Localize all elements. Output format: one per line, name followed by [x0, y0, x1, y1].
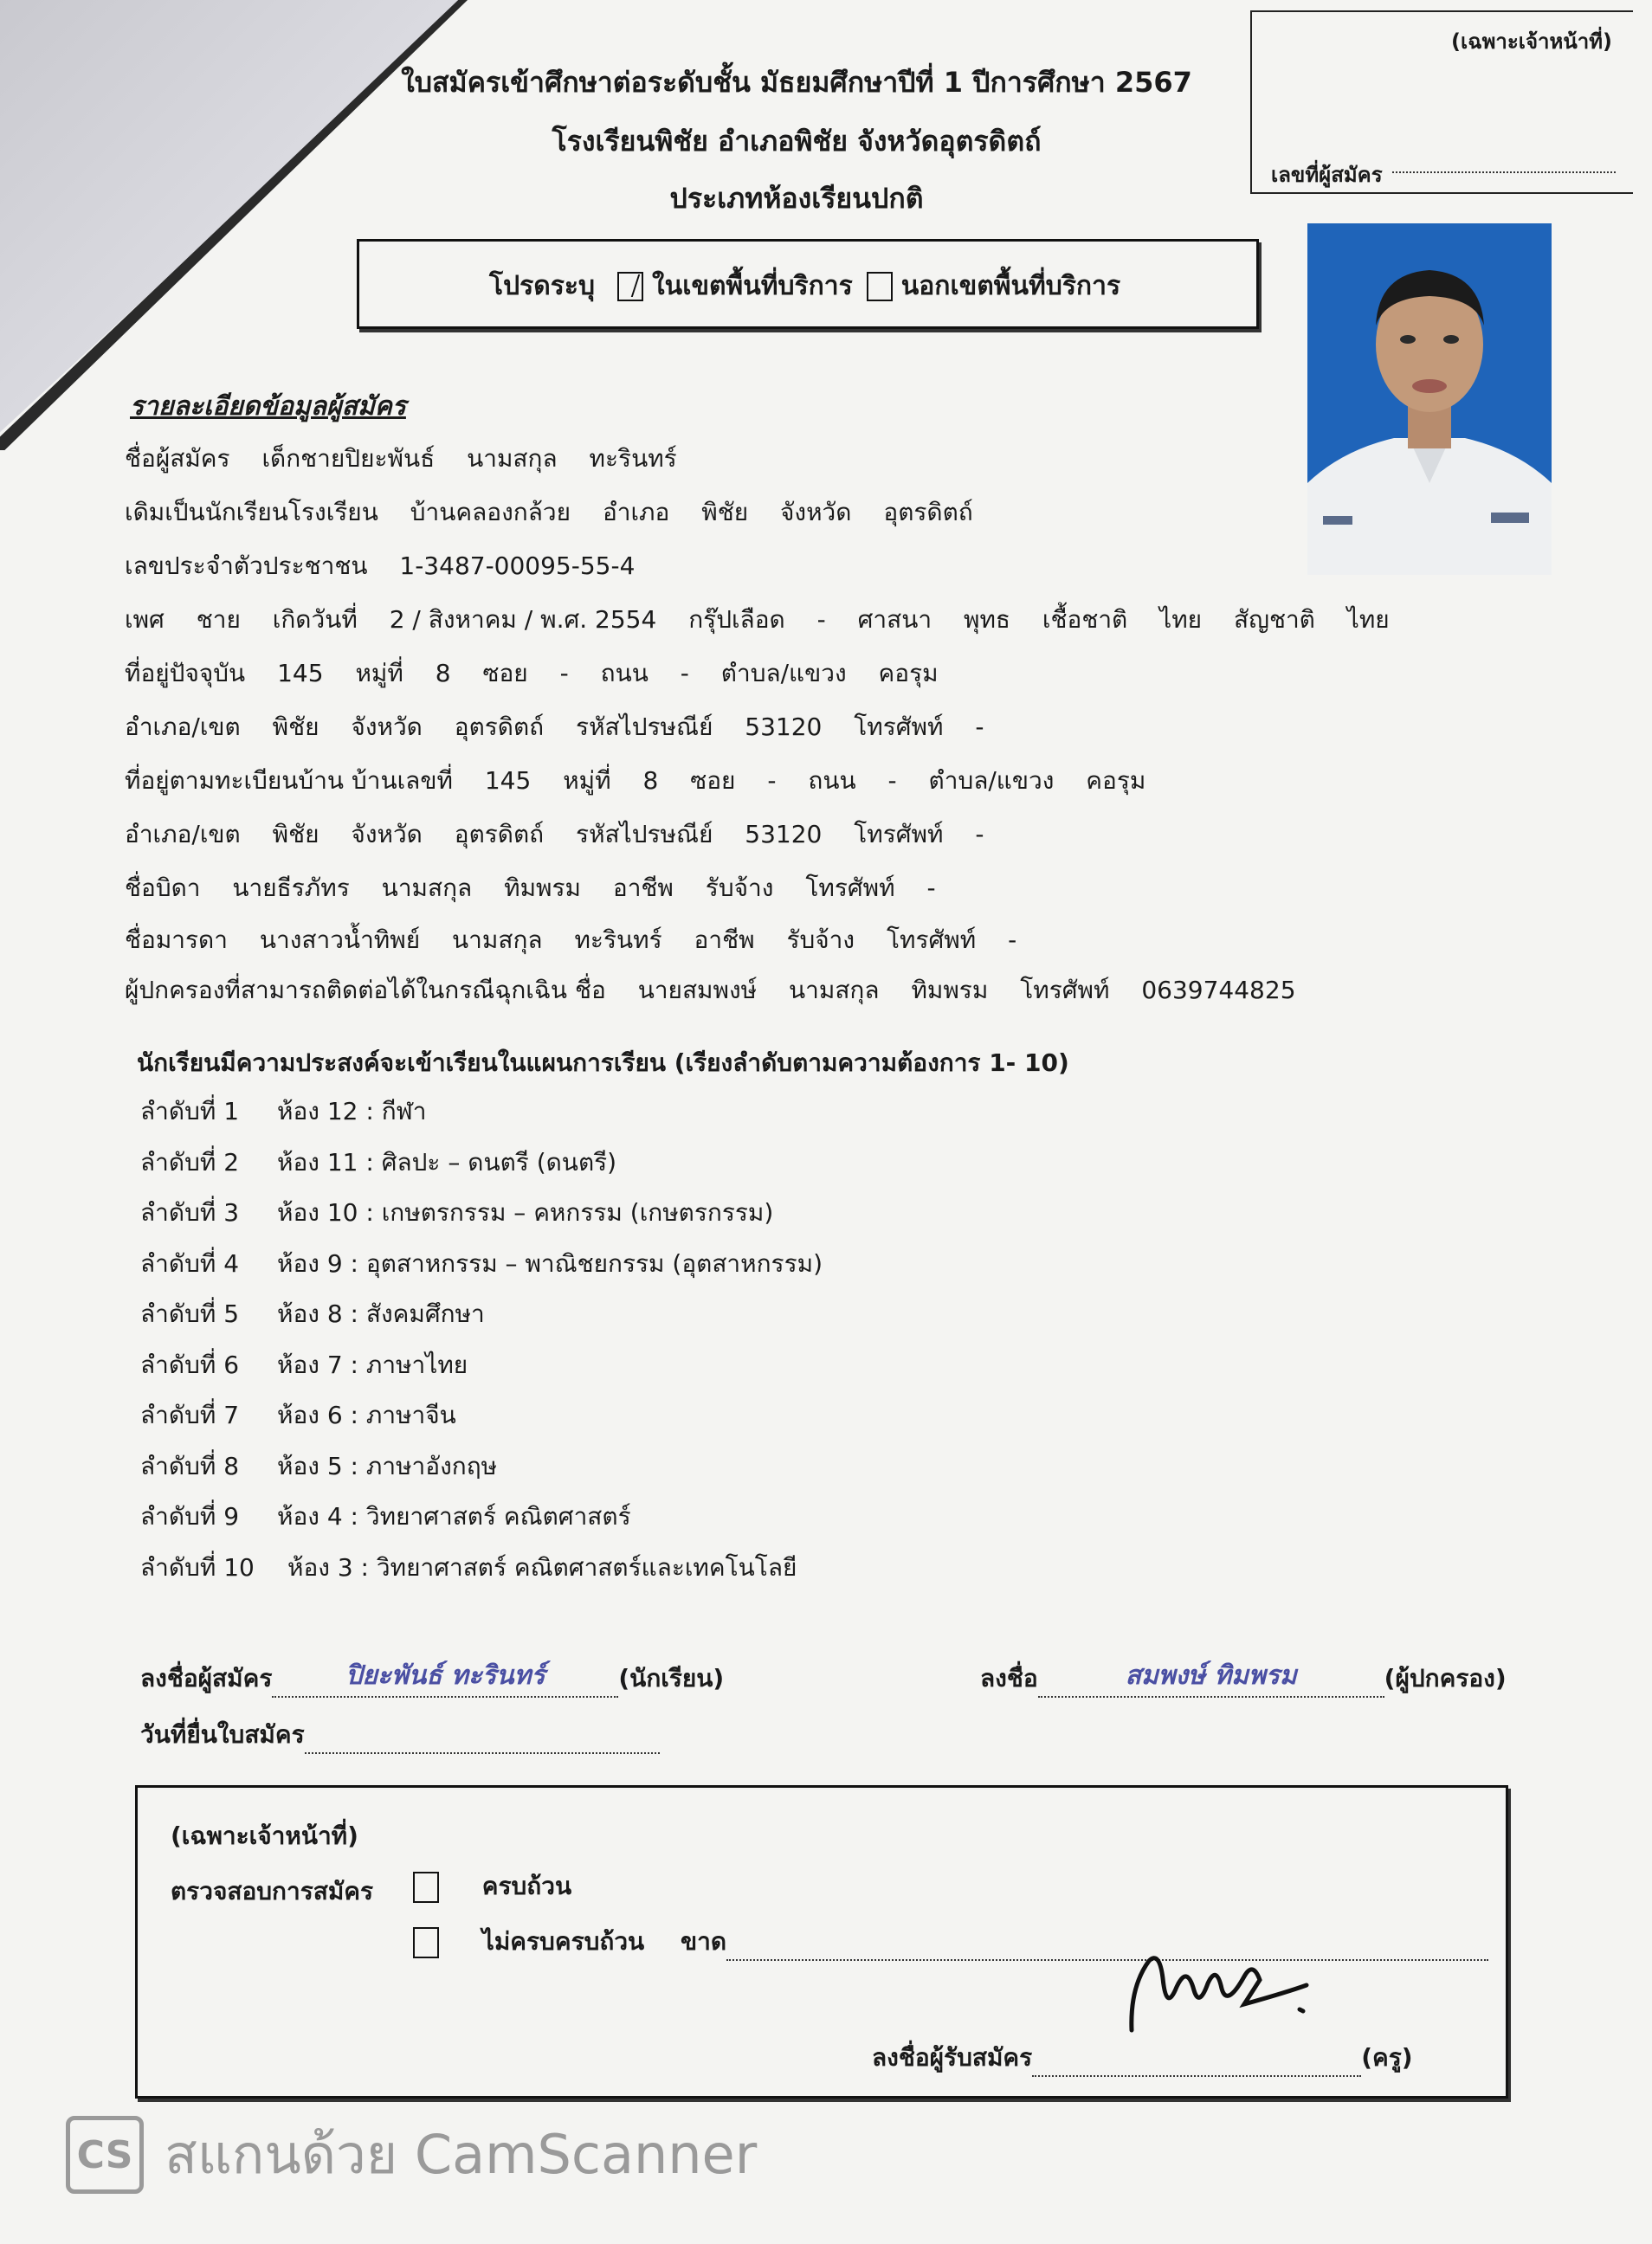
guardian-surname: ทิมพรม	[911, 976, 989, 1004]
current-zip: 53120	[745, 713, 823, 741]
religion-value: พุทธ	[964, 605, 1011, 634]
birth-label: เกิดวันที่	[272, 605, 358, 634]
guardian-signature-field[interactable]	[1038, 1655, 1384, 1698]
current-soi-label: ซอย	[482, 659, 528, 687]
mother-phone-label: โทรศัพท์	[886, 925, 977, 954]
row-mother	[125, 921, 1041, 959]
preference-rank: ลำดับที่ 5	[140, 1299, 240, 1328]
surname-value: ทะรินทร์	[589, 444, 677, 473]
preference-room: ห้อง 10 : เกษตรกรรม – คหกรรม (เกษตรกรรม)	[277, 1198, 774, 1227]
receiver-role: (ครู)	[1361, 2043, 1413, 2072]
out-zone-checkbox[interactable]	[867, 272, 893, 301]
registered-province: อุตรดิตถ์	[454, 820, 545, 848]
ethnicity-label: เชื้อชาติ	[1042, 605, 1128, 634]
row-registered-address-2	[125, 816, 1009, 854]
preference-row	[140, 1549, 797, 1587]
mother-phone: -	[1008, 925, 1017, 954]
watermark-text: สแกนด้วย CamScanner	[165, 2123, 758, 2186]
preference-rank: ลำดับที่ 7	[140, 1401, 240, 1429]
incomplete-label: ไม่ครบครบถ้วน	[481, 1927, 645, 1956]
complete-checkbox[interactable]	[413, 1872, 439, 1903]
current-subdistrict: คอรุม	[878, 659, 939, 687]
registered-province-label: จังหวัด	[351, 820, 423, 848]
sex-label: เพศ	[125, 605, 165, 634]
mother-surname-label: นามสกุล	[452, 925, 543, 954]
registered-subdistrict-label: ตำบล/แขวง	[928, 766, 1055, 795]
receiver-signature-scribble	[1114, 1935, 1322, 2047]
guardian-signature-row	[980, 1655, 1507, 1698]
preference-room: ห้อง 8 : สังคมศึกษา	[277, 1299, 485, 1328]
current-province-label: จังหวัด	[351, 713, 423, 741]
row-guardian	[125, 971, 1320, 1009]
row-citizen-id	[125, 547, 659, 585]
row-registered-address-1	[125, 762, 1170, 800]
current-moo: 8	[435, 659, 451, 687]
classroom-type: ประเภทห้องเรียนปกติ	[669, 182, 924, 215]
receiver-sign-label: ลงชื่อผู้รับสมัคร	[872, 2043, 1033, 2072]
form-title: ใบสมัครเข้าศึกษาต่อระดับชั้น มัธยมศึกษาปีที่ 1 ปีการศึกษา 2567	[401, 66, 1192, 99]
preference-row	[140, 1448, 497, 1486]
applicant-sign-label: ลงชื่อผู้สมัคร	[140, 1664, 273, 1693]
preference-room: ห้อง 3 : วิทยาศาสตร์ คณิตศาสตร์และเทคโนโลยี	[287, 1552, 797, 1582]
preference-row	[140, 1396, 456, 1435]
preference-room: ห้อง 7 : ภาษาไทย	[277, 1350, 468, 1379]
registered-subdistrict: คอรุม	[1086, 766, 1146, 795]
guardian-phone: 0639744825	[1141, 976, 1296, 1004]
preference-rank: ลำดับที่ 2	[140, 1147, 240, 1177]
guardian-signature: สมพงษ์ ทิมพรม	[1125, 1660, 1297, 1691]
preference-rank: ลำดับที่ 1	[140, 1097, 240, 1125]
current-house-no: 145	[277, 659, 324, 687]
school-province-label: จังหวัด	[780, 498, 852, 526]
submission-date-field[interactable]	[305, 1728, 660, 1754]
preference-room: ห้อง 11 : ศิลปะ – ดนตรี (ดนตรี)	[277, 1147, 617, 1177]
current-road-label: ถนน	[600, 659, 649, 687]
office-use-box	[1250, 10, 1633, 194]
registered-soi-label: ซอย	[690, 766, 736, 795]
religion-label: ศาสนา	[857, 605, 932, 634]
current-address-label: ที่อยู่ปัจจุบัน	[125, 659, 246, 687]
camscanner-logo: CS	[66, 2116, 144, 2194]
row-former-school	[125, 493, 997, 532]
registered-zip-label: รหัสไปรษณีย์	[576, 820, 713, 848]
preference-row	[140, 1245, 823, 1283]
applicant-number-field[interactable]	[1392, 171, 1616, 173]
id-value: 1-3487-00095-55-4	[399, 551, 636, 580]
preference-rank: ลำดับที่ 9	[140, 1502, 240, 1531]
father-surname-label: นามสกุล	[381, 874, 473, 902]
school-province-value: อุตรดิตถ์	[883, 498, 973, 526]
father-phone-label: โทรศัพท์	[805, 874, 895, 902]
father-job: รับจ้าง	[705, 874, 774, 902]
preference-row	[140, 1498, 631, 1536]
preference-rank: ลำดับที่ 10	[140, 1552, 255, 1582]
preference-rank: ลำดับที่ 3	[140, 1198, 240, 1227]
mother-job-label: อาชีพ	[694, 925, 755, 954]
complete-option	[413, 1867, 571, 1905]
complete-label: ครบถ้วน	[481, 1872, 572, 1900]
birth-value: 2 / สิงหาคม / พ.ศ. 2554	[389, 605, 657, 634]
school-district-label: อำเภอ	[602, 498, 670, 526]
submission-date-row	[140, 1716, 660, 1754]
blood-value: -	[816, 605, 826, 634]
row-father	[125, 869, 960, 907]
in-zone-label: ในเขตพื้นที่บริการ	[652, 271, 853, 301]
preference-room: ห้อง 12 : กีฬา	[277, 1097, 427, 1125]
registered-soi: -	[767, 766, 777, 795]
registered-district: พิชัย	[272, 820, 319, 848]
sex-value: ชาย	[196, 605, 241, 634]
check-label: ตรวจสอบการสมัคร	[171, 1877, 374, 1905]
mother-label: ชื่อมารดา	[125, 925, 228, 954]
registered-house-no: 145	[484, 766, 532, 795]
surname-label: นามสกุล	[467, 444, 558, 473]
row-current-address-2	[125, 708, 1009, 746]
applicant-number-label: เลขที่ผู้สมัคร	[1271, 163, 1383, 187]
guardian-surname-label: นามสกุล	[789, 976, 880, 1004]
ethnicity-value: ไทย	[1159, 605, 1203, 634]
guardian-sign-label: ลงชื่อ	[980, 1664, 1038, 1693]
registered-phone: -	[975, 820, 984, 848]
preference-row	[140, 1093, 427, 1131]
preference-row	[140, 1346, 468, 1384]
current-province: อุตรดิตถ์	[454, 713, 545, 741]
applicant-photo	[1307, 223, 1552, 575]
name-label: ชื่อผู้สมัคร	[125, 444, 230, 473]
preference-room: ห้อง 5 : ภาษาอังกฤษ	[277, 1451, 498, 1480]
row-current-address-1	[125, 654, 963, 693]
registered-moo: 8	[642, 766, 659, 795]
applicant-signature: ปิยะพันธ์ ทะรินทร์	[345, 1660, 545, 1691]
out-zone-label: นอกเขตพื้นที่บริการ	[900, 271, 1121, 301]
applicant-signature-field[interactable]	[272, 1655, 618, 1698]
registered-moo-label: หมู่ที่	[563, 766, 611, 795]
father-label: ชื่อบิดา	[125, 874, 201, 902]
missing-label: ขาด	[680, 1927, 726, 1956]
preference-row	[140, 1295, 485, 1333]
father-phone: -	[926, 874, 936, 902]
id-label: เลขประจำตัวประชาชน	[125, 551, 368, 580]
staff-check-box	[135, 1785, 1508, 2099]
school-district-value: พิชัย	[701, 498, 749, 526]
registered-road-label: ถนน	[808, 766, 856, 795]
registered-phone-label: โทรศัพท์	[854, 820, 944, 848]
guardian-phone-label: โทรศัพท์	[1020, 976, 1110, 1004]
mother-surname: ทะรินทร์	[574, 925, 662, 954]
father-name: นายธีรภัทร	[232, 874, 350, 902]
nationality-value: ไทย	[1346, 605, 1390, 634]
name-value: เด็กชายปิยะพันธ์	[261, 444, 436, 473]
staff-label: (เฉพาะเจ้าหน้าที่)	[171, 1822, 358, 1850]
camscanner-watermark	[66, 2112, 757, 2197]
registered-zip: 53120	[745, 820, 823, 848]
preference-room: ห้อง 9 : อุตสาหกรรม – พาณิชยกรรม (อุตสาหกรรม)	[277, 1248, 823, 1278]
registered-district-label: อำเภอ/เขต	[125, 820, 241, 848]
preferences-title: นักเรียนมีความประสงค์จะเข้าเรียนในแผนการเรียน (เรียงลำดับตามความต้องการ 1- 10)	[137, 1048, 1069, 1077]
blood-label: กรุ๊ปเลือด	[688, 605, 785, 634]
current-soi: -	[559, 659, 569, 687]
applicant-role: (นักเรียน)	[618, 1664, 725, 1693]
receiver-signature-field[interactable]	[1032, 2053, 1361, 2077]
school-value: บ้านคลองกล้วย	[410, 498, 571, 526]
school-name: โรงเรียนพิชัย อำเภอพิชัย จังหวัดอุตรดิตถ์	[552, 125, 1042, 158]
school-label: เดิมเป็นนักเรียนโรงเรียน	[125, 498, 378, 526]
office-use-label: (เฉพาะเจ้าหน้าที่)	[1451, 29, 1612, 54]
mother-name: นางสาวน้ำทิพย์	[259, 925, 421, 954]
current-district-label: อำเภอ/เขต	[125, 713, 241, 741]
preference-row	[140, 1194, 773, 1232]
date-label: วันที่ยื่นใบสมัคร	[140, 1720, 305, 1749]
preference-rank: ลำดับที่ 8	[140, 1451, 240, 1480]
preference-rank: ลำดับที่ 4	[140, 1248, 240, 1278]
row-applicant-name	[125, 440, 701, 478]
guardian-role: (ผู้ปกครอง)	[1384, 1664, 1507, 1693]
current-subdistrict-label: ตำบล/แขวง	[720, 659, 847, 687]
registered-road: -	[887, 766, 897, 795]
incomplete-option	[413, 1923, 1488, 1961]
preference-room: ห้อง 6 : ภาษาจีน	[277, 1401, 456, 1429]
father-job-label: อาชีพ	[612, 874, 674, 902]
incomplete-checkbox[interactable]	[413, 1927, 439, 1958]
nationality-label: สัญชาติ	[1234, 605, 1315, 634]
registered-address-label: ที่อยู่ตามทะเบียนบ้าน บ้านเลขที่	[125, 766, 453, 795]
preference-room: ห้อง 4 : วิทยาศาสตร์ คณิตศาสตร์	[277, 1502, 631, 1531]
section-title: รายละเอียดข้อมูลผู้สมัคร	[130, 391, 406, 422]
current-zip-label: รหัสไปรษณีย์	[576, 713, 713, 741]
guardian-label: ผู้ปกครองที่สามารถติดต่อได้ในกรณีฉุกเฉิน ชื่อ	[125, 976, 606, 1004]
missing-items-field[interactable]	[726, 1937, 1488, 1961]
current-moo-label: หมู่ที่	[355, 659, 403, 687]
current-phone-label: โทรศัพท์	[854, 713, 944, 741]
preference-rank: ลำดับที่ 6	[140, 1350, 240, 1379]
row-personal-info	[125, 601, 1414, 639]
preference-row	[140, 1144, 616, 1182]
father-surname: ทิมพรม	[504, 874, 581, 902]
zone-prompt: โปรดระบุ	[489, 271, 596, 301]
service-zone-box	[357, 239, 1259, 329]
current-road: -	[680, 659, 689, 687]
applicant-signature-row	[140, 1655, 724, 1698]
current-phone: -	[975, 713, 984, 741]
guardian-name: นายสมพงษ์	[637, 976, 758, 1004]
mother-job: รับจ้าง	[786, 925, 855, 954]
current-district: พิชัย	[272, 713, 319, 741]
in-zone-checkbox[interactable]	[617, 272, 643, 301]
